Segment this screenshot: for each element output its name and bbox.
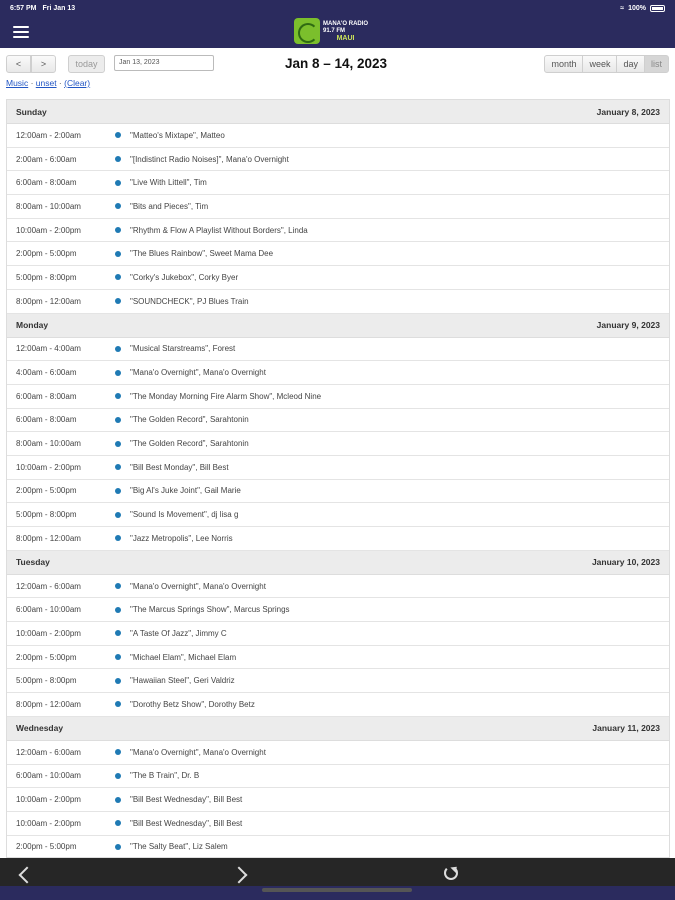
event-time: 8:00am - 10:00am bbox=[16, 439, 81, 449]
day-header bbox=[7, 717, 669, 741]
event-title[interactable]: "The Marcus Springs Show", Marcus Springs bbox=[130, 605, 290, 615]
event-row[interactable] bbox=[7, 148, 669, 172]
event-title[interactable]: "Michael Elam", Michael Elam bbox=[130, 652, 237, 662]
event-time: 12:00am - 6:00am bbox=[16, 581, 81, 591]
event-dot-icon bbox=[115, 370, 121, 376]
event-row[interactable] bbox=[7, 598, 669, 622]
event-title[interactable]: "SOUNDCHECK", PJ Blues Train bbox=[130, 296, 249, 306]
station-logo[interactable] bbox=[294, 18, 368, 44]
event-dot-icon bbox=[115, 346, 121, 352]
event-dot-icon bbox=[115, 654, 121, 660]
day-name: Monday bbox=[16, 320, 49, 330]
event-dot-icon bbox=[115, 797, 121, 803]
wifi-icon: ≈ bbox=[620, 4, 625, 12]
forward-arrow-icon[interactable] bbox=[235, 866, 249, 880]
event-dot-icon bbox=[115, 820, 121, 826]
event-title[interactable]: "Bill Best Wednesday", Bill Best bbox=[130, 795, 243, 805]
event-dot-icon bbox=[115, 749, 121, 755]
event-dot-icon bbox=[115, 464, 121, 470]
event-time: 2:00pm - 5:00pm bbox=[16, 249, 77, 259]
event-time: 8:00pm - 12:00am bbox=[16, 699, 81, 709]
status-date: Fri Jan 13 bbox=[42, 4, 76, 12]
event-time: 6:00am - 8:00am bbox=[16, 178, 77, 188]
event-time: 5:00pm - 8:00pm bbox=[16, 676, 77, 686]
day-name: Wednesday bbox=[16, 723, 64, 734]
event-dot-icon bbox=[115, 630, 121, 636]
event-dot-icon bbox=[115, 180, 121, 186]
today-button[interactable]: today bbox=[68, 55, 105, 73]
event-title[interactable]: "The B Train", Dr. B bbox=[130, 771, 200, 781]
event-title[interactable]: "Bits and Pieces", Tim bbox=[130, 201, 209, 211]
event-row[interactable] bbox=[7, 622, 669, 646]
view-month-button[interactable]: month bbox=[544, 55, 583, 73]
event-dot-icon bbox=[115, 512, 121, 518]
event-list bbox=[6, 99, 670, 858]
event-row[interactable] bbox=[7, 503, 669, 527]
event-title[interactable]: "The Salty Beat", Liz Salem bbox=[130, 842, 228, 852]
event-row[interactable] bbox=[7, 432, 669, 456]
event-title[interactable]: "Corky's Jukebox", Corky Byer bbox=[130, 272, 239, 282]
event-title[interactable]: "The Golden Record", Sarahtonin bbox=[130, 439, 249, 449]
event-title[interactable]: "Dorothy Betz Show", Dorothy Betz bbox=[130, 699, 255, 709]
event-title[interactable]: "Mana'o Overnight", Mana'o Overnight bbox=[130, 747, 266, 757]
event-time: 2:00am - 6:00am bbox=[16, 154, 77, 164]
calendar-title: Jan 8 – 14, 2023 bbox=[284, 56, 388, 71]
event-time: 10:00am - 2:00pm bbox=[16, 628, 81, 638]
event-time: 6:00am - 8:00am bbox=[16, 415, 77, 425]
logo-line1: MANA'O RADIO bbox=[323, 20, 369, 27]
event-time: 5:00pm - 8:00pm bbox=[16, 272, 77, 282]
event-dot-icon bbox=[115, 393, 121, 399]
battery-percent: 100% bbox=[628, 4, 646, 12]
event-dot-icon bbox=[115, 156, 121, 162]
event-dot-icon bbox=[115, 203, 121, 209]
event-dot-icon bbox=[115, 251, 121, 257]
event-dot-icon bbox=[115, 535, 121, 541]
event-title[interactable]: "A Taste Of Jazz", Jimmy C bbox=[130, 628, 227, 638]
day-header bbox=[7, 100, 669, 124]
event-time: 2:00pm - 5:00pm bbox=[16, 842, 77, 852]
event-row[interactable] bbox=[7, 456, 669, 480]
status-right bbox=[620, 5, 665, 12]
day-header bbox=[7, 551, 669, 575]
event-dot-icon bbox=[115, 132, 121, 138]
filter-unset-link[interactable]: unset bbox=[35, 78, 57, 88]
event-time: 6:00am - 10:00am bbox=[16, 605, 81, 615]
event-row[interactable] bbox=[7, 669, 669, 693]
event-row[interactable] bbox=[7, 765, 669, 789]
prev-button[interactable]: < bbox=[6, 55, 31, 73]
status-bar bbox=[0, 0, 675, 16]
event-title[interactable]: "Sound Is Movement", dj lisa g bbox=[130, 510, 239, 520]
event-dot-icon bbox=[115, 298, 121, 304]
event-time: 8:00pm - 12:00am bbox=[16, 533, 81, 543]
view-list-button[interactable]: list bbox=[644, 55, 669, 73]
status-time: 6:57 PM bbox=[10, 4, 37, 12]
event-row[interactable] bbox=[7, 385, 669, 409]
event-row[interactable] bbox=[7, 124, 669, 148]
logo-line3: MAUI bbox=[336, 34, 355, 42]
event-time: 6:00am - 10:00am bbox=[16, 771, 81, 781]
filter-separator: · bbox=[56, 78, 65, 88]
event-dot-icon bbox=[115, 488, 121, 494]
day-date[interactable]: January 9, 2023 bbox=[596, 320, 660, 330]
event-row[interactable] bbox=[7, 527, 669, 551]
event-time: 12:00am - 2:00am bbox=[16, 130, 81, 140]
day-date[interactable]: January 11, 2023 bbox=[592, 723, 660, 734]
battery-icon bbox=[650, 5, 665, 12]
event-title[interactable]: "Hawaiian Steel", Geri Valdriz bbox=[130, 676, 235, 686]
event-time: 8:00pm - 12:00am bbox=[16, 296, 81, 306]
event-time: 12:00am - 6:00am bbox=[16, 747, 81, 757]
category-filters bbox=[6, 78, 90, 88]
next-button[interactable]: > bbox=[31, 55, 56, 73]
event-title[interactable]: "Matteo's Mixtape", Matteo bbox=[130, 130, 225, 140]
event-dot-icon bbox=[115, 227, 121, 233]
reload-icon[interactable] bbox=[444, 866, 458, 880]
filter-separator: · bbox=[28, 78, 36, 88]
day-date[interactable]: January 8, 2023 bbox=[596, 106, 660, 117]
event-time: 10:00am - 2:00pm bbox=[16, 462, 81, 472]
event-row[interactable] bbox=[7, 219, 669, 243]
event-row[interactable] bbox=[7, 480, 669, 504]
event-row[interactable] bbox=[7, 195, 669, 219]
event-row[interactable] bbox=[7, 338, 669, 362]
event-dot-icon bbox=[115, 773, 121, 779]
event-time: 5:00pm - 8:00pm bbox=[16, 510, 77, 520]
home-indicator bbox=[262, 888, 412, 892]
filter-music-link[interactable]: Music bbox=[6, 78, 29, 88]
event-time: 10:00am - 2:00pm bbox=[16, 818, 81, 828]
event-dot-icon bbox=[115, 678, 121, 684]
event-row[interactable] bbox=[7, 409, 669, 433]
view-switcher bbox=[545, 55, 669, 73]
event-title[interactable]: "Jazz Metropolis", Lee Norris bbox=[130, 533, 233, 543]
event-title[interactable]: "Rhythm & Flow A Playlist Without Borders", Linda bbox=[130, 225, 308, 235]
date-input[interactable]: Jan 13, 2023 bbox=[114, 55, 214, 71]
event-time: 2:00pm - 5:00pm bbox=[16, 486, 77, 496]
event-time: 10:00am - 2:00pm bbox=[16, 795, 81, 805]
event-title[interactable]: "[Indistinct Radio Noises]", Mana'o Overnight bbox=[130, 154, 289, 164]
event-dot-icon bbox=[115, 417, 121, 423]
event-time: 2:00pm - 5:00pm bbox=[16, 652, 77, 662]
event-row[interactable] bbox=[7, 812, 669, 836]
event-row[interactable] bbox=[7, 836, 669, 858]
menu-icon[interactable] bbox=[13, 26, 29, 38]
event-title[interactable]: "Mana'o Overnight", Mana'o Overnight bbox=[130, 368, 266, 378]
day-name: Sunday bbox=[16, 106, 47, 117]
day-name: Tuesday bbox=[16, 557, 50, 568]
event-row[interactable] bbox=[7, 693, 669, 717]
event-time: 10:00am - 2:00pm bbox=[16, 225, 81, 235]
calendar-toolbar bbox=[6, 55, 669, 75]
event-dot-icon bbox=[115, 701, 121, 707]
view-week-button[interactable]: week bbox=[582, 55, 617, 73]
event-row[interactable] bbox=[7, 242, 669, 266]
event-title[interactable]: "The Monday Morning Fire Alarm Show", Mcleod Nine bbox=[130, 391, 322, 401]
back-arrow-icon[interactable] bbox=[17, 866, 31, 880]
filter-clear-link[interactable]: (Clear) bbox=[64, 78, 91, 88]
app-header bbox=[0, 16, 675, 48]
logo-mark-icon bbox=[294, 18, 320, 44]
event-dot-icon bbox=[115, 844, 121, 850]
event-title[interactable]: "The Golden Record", Sarahtonin bbox=[130, 415, 249, 425]
event-dot-icon bbox=[115, 607, 121, 613]
event-title[interactable]: "Live With Littell", Tim bbox=[130, 178, 207, 188]
event-dot-icon bbox=[115, 441, 121, 447]
event-row[interactable] bbox=[7, 788, 669, 812]
event-title[interactable]: "Big Al's Juke Joint", Gail Marie bbox=[130, 486, 241, 496]
event-time: 12:00am - 4:00am bbox=[16, 344, 81, 354]
event-title[interactable]: "Mana'o Overnight", Mana'o Overnight bbox=[130, 581, 266, 591]
event-title[interactable]: "The Blues Rainbow", Sweet Mama Dee bbox=[130, 249, 274, 259]
event-time: 8:00am - 10:00am bbox=[16, 201, 81, 211]
event-row[interactable] bbox=[7, 361, 669, 385]
event-time: 4:00am - 6:00am bbox=[16, 368, 77, 378]
logo-text bbox=[323, 21, 368, 42]
event-row[interactable] bbox=[7, 575, 669, 599]
event-title[interactable]: "Bill Best Monday", Bill Best bbox=[130, 462, 229, 472]
event-row[interactable] bbox=[7, 741, 669, 765]
event-title[interactable]: "Musical Starstreams", Forest bbox=[130, 344, 236, 354]
event-row[interactable] bbox=[7, 171, 669, 195]
event-row[interactable] bbox=[7, 646, 669, 670]
day-date[interactable]: January 10, 2023 bbox=[591, 557, 660, 568]
event-time: 6:00am - 8:00am bbox=[16, 391, 77, 401]
event-row[interactable] bbox=[7, 266, 669, 290]
event-dot-icon bbox=[115, 583, 121, 589]
event-dot-icon bbox=[115, 274, 121, 280]
event-row[interactable] bbox=[7, 290, 669, 314]
logo-line2: 91.7 FM bbox=[323, 27, 346, 34]
event-title[interactable]: "Bill Best Wednesday", Bill Best bbox=[130, 818, 243, 828]
day-header bbox=[7, 314, 669, 338]
view-day-button[interactable]: day bbox=[616, 55, 645, 73]
